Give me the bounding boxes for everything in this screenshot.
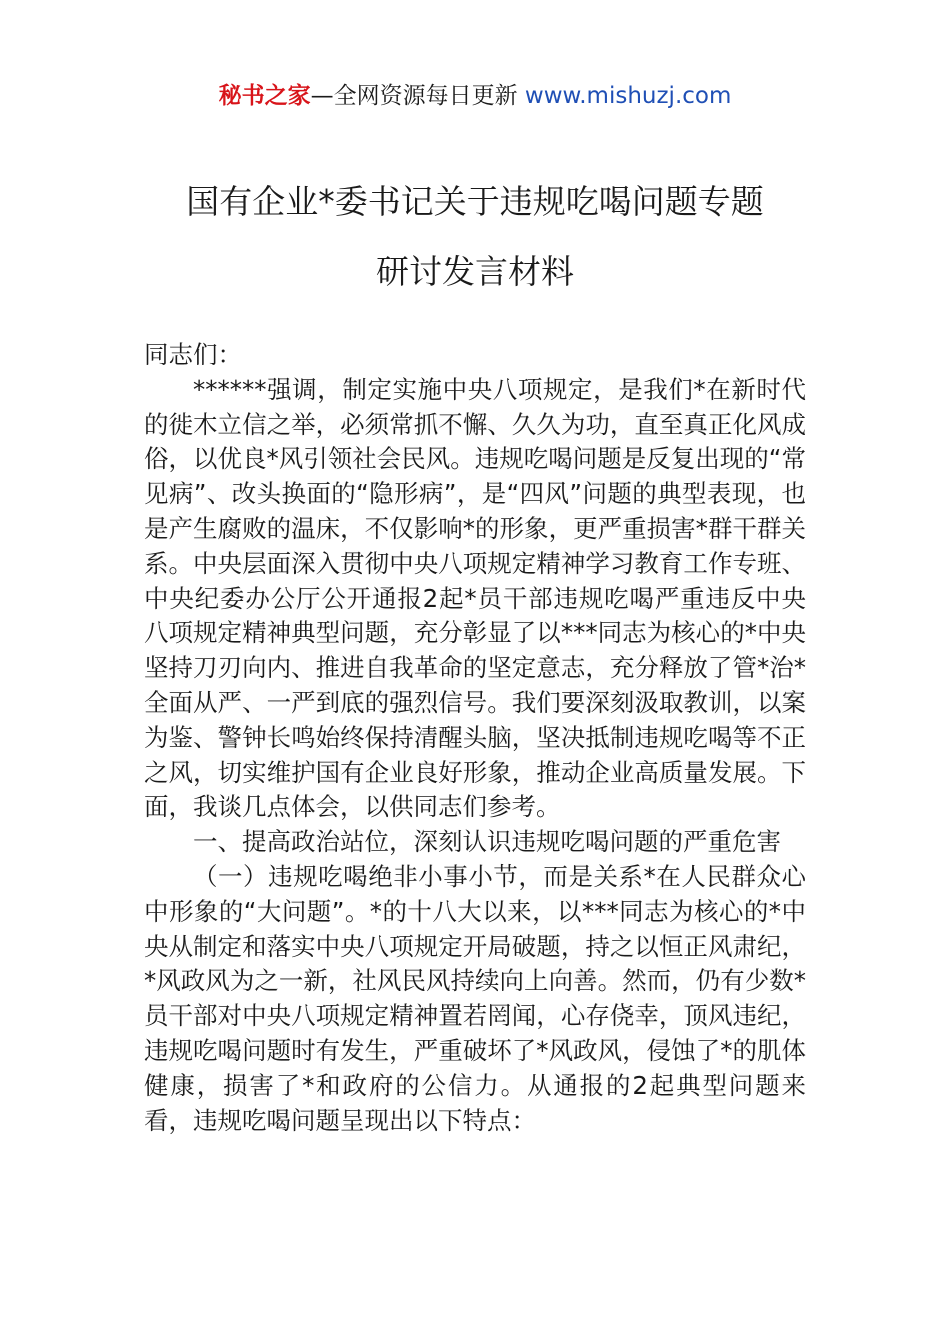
document-title-line-1: 国有企业*委书记关于违规吃喝问题专题 bbox=[186, 182, 764, 221]
document-body bbox=[144, 338, 806, 1138]
document-title-line-2: 研讨发言材料 bbox=[376, 252, 574, 291]
site-tagline: —全网资源每日更新 bbox=[310, 83, 525, 109]
paragraph-subsection-1: （一）违规吃喝绝非小事小节，而是关系*在人民群众心中形象的“大问题”。*的十八大以来，以***同志为核心的*中央从制定和落实中央八项规定开局破题，持之以恒正风肃纪，*风政风为之一新，社风民风持续向上向善。然而，仍有少数*员干部对中央八项规定精神置若罔闻，心存侥幸，顶风违纪，违规吃喝问题时有发生，严重破坏了*风政风，侵蚀了*的肌体健康，损害了*和政府的公信力。从通报的2起典型问题来看，违规吃喝问题呈现出以下特点： bbox=[144, 861, 806, 1135]
site-brand: 秘书之家 bbox=[218, 83, 311, 109]
paragraph-intro: ******强调，制定实施中央八项规定，是我们*在新时代的徙木立信之举，必须常抓不懈、久久为功，直至真正化风成俗，以优良*风引领社会民风。违规吃喝问题是反复出现的“常见病”、改头换面的“隐形病”，是“四风”问题的典型表现，也是产生腐败的温床，不仅影响*的形象，更严重损害*群干群关系。中央层面深入贯彻中央八项规定精神学习教育工作专班、中央纪委办公厅公开通报2起*员干部违规吃喝严重违反中央八项规定精神典型问题，充分彰显了以***同志为核心的*中央坚持刀刃向内、推进自我革命的坚定意志，充分释放了管*治*全面从严、一严到底的强烈信号。我们要深刻汲取教训，以案为鉴、警钟长鸣始终保持清醒头脑，坚决抵制违规吃喝等不正之风，切实维护国有企业良好形象，推动企业高质量发展。下面，我谈几点体会，以供同志们参考。 bbox=[144, 374, 806, 822]
site-url-link[interactable]: www.mishuzj.com bbox=[524, 83, 732, 109]
site-header bbox=[0, 80, 950, 112]
section-heading-1: 一、提高政治站位，深刻认识违规吃喝问题的严重危害 bbox=[193, 827, 781, 857]
salutation: 同志们： bbox=[144, 340, 242, 369]
